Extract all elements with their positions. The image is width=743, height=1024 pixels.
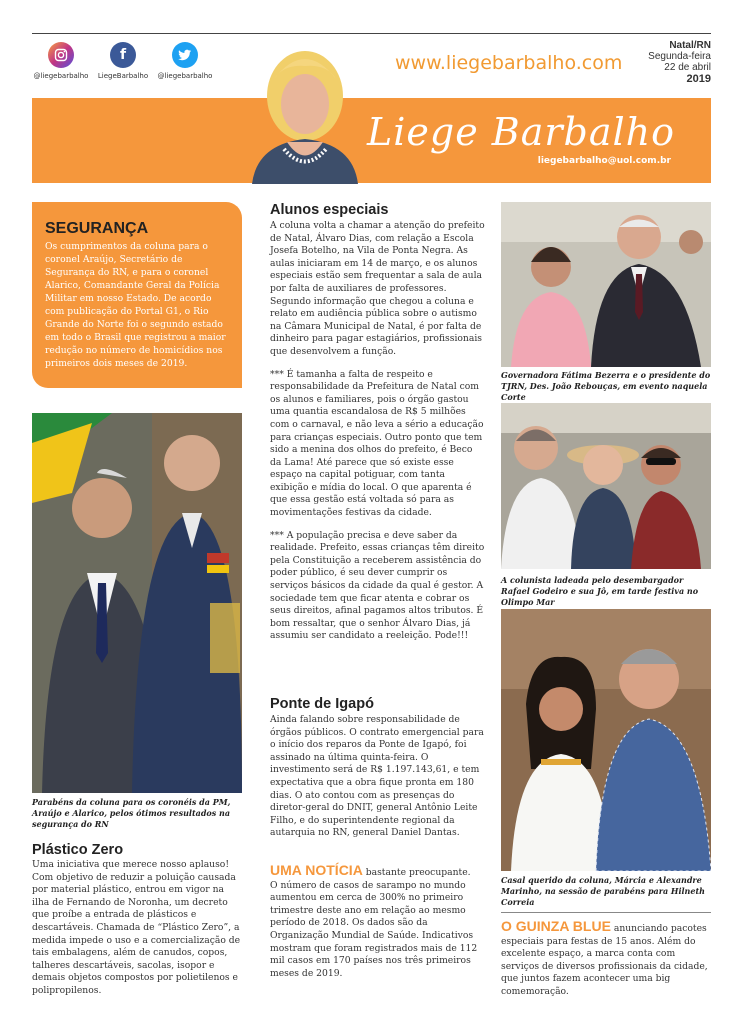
photo-governadora [501,202,711,367]
social-links [32,42,218,80]
seguranca-title: SEGURANÇA [45,220,149,237]
twitter-handle: @liegebarbalho [157,72,213,80]
column-title: Liege Barbalho [367,110,675,154]
ponte-section [270,696,485,840]
guinza-section [501,920,711,999]
guinza-title: O GUINZA BLUE [501,918,611,934]
photo-casal [501,609,711,871]
alunos-p1: A coluna volta a chamar a atenção do prefeito de Natal, Álvaro Dias, com relação a Escola Josefa Botelho, na Vila de Ponta Negra. As aulas iniciaram em 14 de março, e os alunos especiais estão sem frequentar a sala de aula por falta de auxiliares de professores. Segundo informação que chegou a coluna e relato em audiência pública sobre o autismo na Câmara Municipal de Natal, é por falta de dinheiro para pagar estagiários, profissionais que desenvolvem a função. [270,220,485,357]
website-link[interactable]: www.liegebarbalho.com [395,52,623,74]
seguranca-box [32,202,242,388]
photo-governadora-caption: Governadora Fátima Bezerra e o presidente do TJRN, Des. João Rebouças, em evento naquela Corte [501,370,711,402]
alunos-title: Alunos especiais [270,202,389,218]
plastico-section [32,842,242,998]
instagram-handle: @liegebarbalho [33,72,89,80]
twitter-icon [172,42,198,68]
photo-casal-caption: Casal querido da coluna, Márcia e Alexandre Marinho, na sessão de parabéns para Hilneth Correia [501,875,705,907]
photo-colunista-caption: A colunista ladeada pelo desembargador Rafael Godeiro e sua Jô, em tarde festiva no Olimpo Mar [501,575,699,607]
social-instagram[interactable] [32,42,90,80]
alunos-p3: *** A população precisa e deve saber da realidade. Prefeito, essas crianças têm direito pela Constituição a receberem assistência do poder público, é seu dever cumprir os serviços básicos da cidade da qual é gestor. A sociedade tem que ficar atenta e cobrar os seus direitos, afinal pagamos altos tributos. É bom ressaltar, que o senhor Álvaro Dias, já assumiu ser candidato a reeleição. Pode!!! [270,529,485,642]
alunos-section [270,202,485,643]
guinza-text: anunciando pacotes especiais para festas de 15 anos. Além do excelente espaço, a marca conta com serviços de diversos profissionais da cidade, que juntos fazem acontecer uma big comemoração. [501,923,708,997]
noticia-title: UMA NOTÍCIA [270,862,363,878]
ponte-title: Ponte de Igapó [270,696,374,712]
noticia-section [270,864,485,980]
social-twitter[interactable] [156,42,214,80]
noticia-lead: bastante preocupante. [362,867,471,878]
facebook-icon: f [110,42,136,68]
weekday: Segunda-feira [648,51,711,62]
email-link[interactable]: liegebarbalho@uol.com.br [537,156,671,166]
photo-colunista [501,403,711,569]
columnist-portrait [232,34,378,184]
seguranca-text: Os cumprimentos da coluna para o coronel Araújo, Secretário de Segurança do RN, e para o coronel Alarico, Comandante Geral da Polícia Militar em nosso Estado. De acordo com publicação do Portal G1, o Rio Grande do Norte foi o segundo estado em todo o Brasil que registrou a maior redução no número de homicídios nos primeiros dois meses de 2019. [45,241,226,369]
facebook-handle: LiegeBarbalho [97,72,149,80]
social-facebook[interactable] [94,42,152,80]
photo-coronels-caption: Parabéns da coluna para os coronéis da PM, Araújo e Alarico, pelos ótimos resultados na segurança do RN [32,797,231,829]
noticia-text: O número de casos de sarampo no mundo aumentou em cerca de 300% no primeiro trimestre deste ano em relação ao mesmo período de 2018. Os dados são da Organização Mundial de Saúde. Indicativos mostram que foram registrados mais de 112 mil casos em 170 países nos três primeiros meses de 2019. [270,879,478,979]
instagram-icon [48,42,74,68]
issue-date [648,40,711,85]
photo-coronels [32,413,242,793]
date: 22 de abril [664,62,711,73]
divider [501,912,711,913]
city: Natal/RN [669,40,711,51]
year: 2019 [686,73,711,85]
ponte-text: Ainda falando sobre responsabilidade de órgãos públicos. O contrato emergencial para o início dos reparos da Ponte de Igapó, foi assinado na última quinta-feira. O investimento será de R$ 1.197.143,61, e tem expectativa que a obra fique pronta em 180 dias. O ato contou com as presenças do diretor-geral do DNIT, general Antônio Leite Filho, e do superintendente regional da autarquia no RN, general Daniel Dantas. [270,714,484,839]
alunos-p2: *** É tamanha a falta de respeito e responsabilidade da Prefeitura de Natal com os alunos e familiares, pois o órgão gastou uma quantia escandalosa de R$ 5 milhões com o carnaval, e não leva a sério a educação para crianças especiais. Outro ponto que tem sido a menina dos olhos do prefeito, é Beco da Lama! Até parece que só existe esse espaço na capital potiguar, com tanta exibição e mídia do local. O que aparenta é que essa gestão está voltada só para as movimentações festivas da cidade. [270,368,484,519]
plastico-title: Plástico Zero [32,842,124,858]
plastico-text: Uma iniciativa que merece nosso aplauso! Com objetivo de reduzir a poluição causada por material plástico, entrou em vigor na ilha de Fernando de Noronha, um decreto que proíbe a entrada de plásticos e descartáveis. Chamada de “Plástico Zero”, a medida impede o uso e a comercialização de tais embalagens, além de canudos, copos, talheres descartáveis, sacolas, isopor e demais objetos compostos por polietilenos e polipropilenos. [32,859,241,996]
